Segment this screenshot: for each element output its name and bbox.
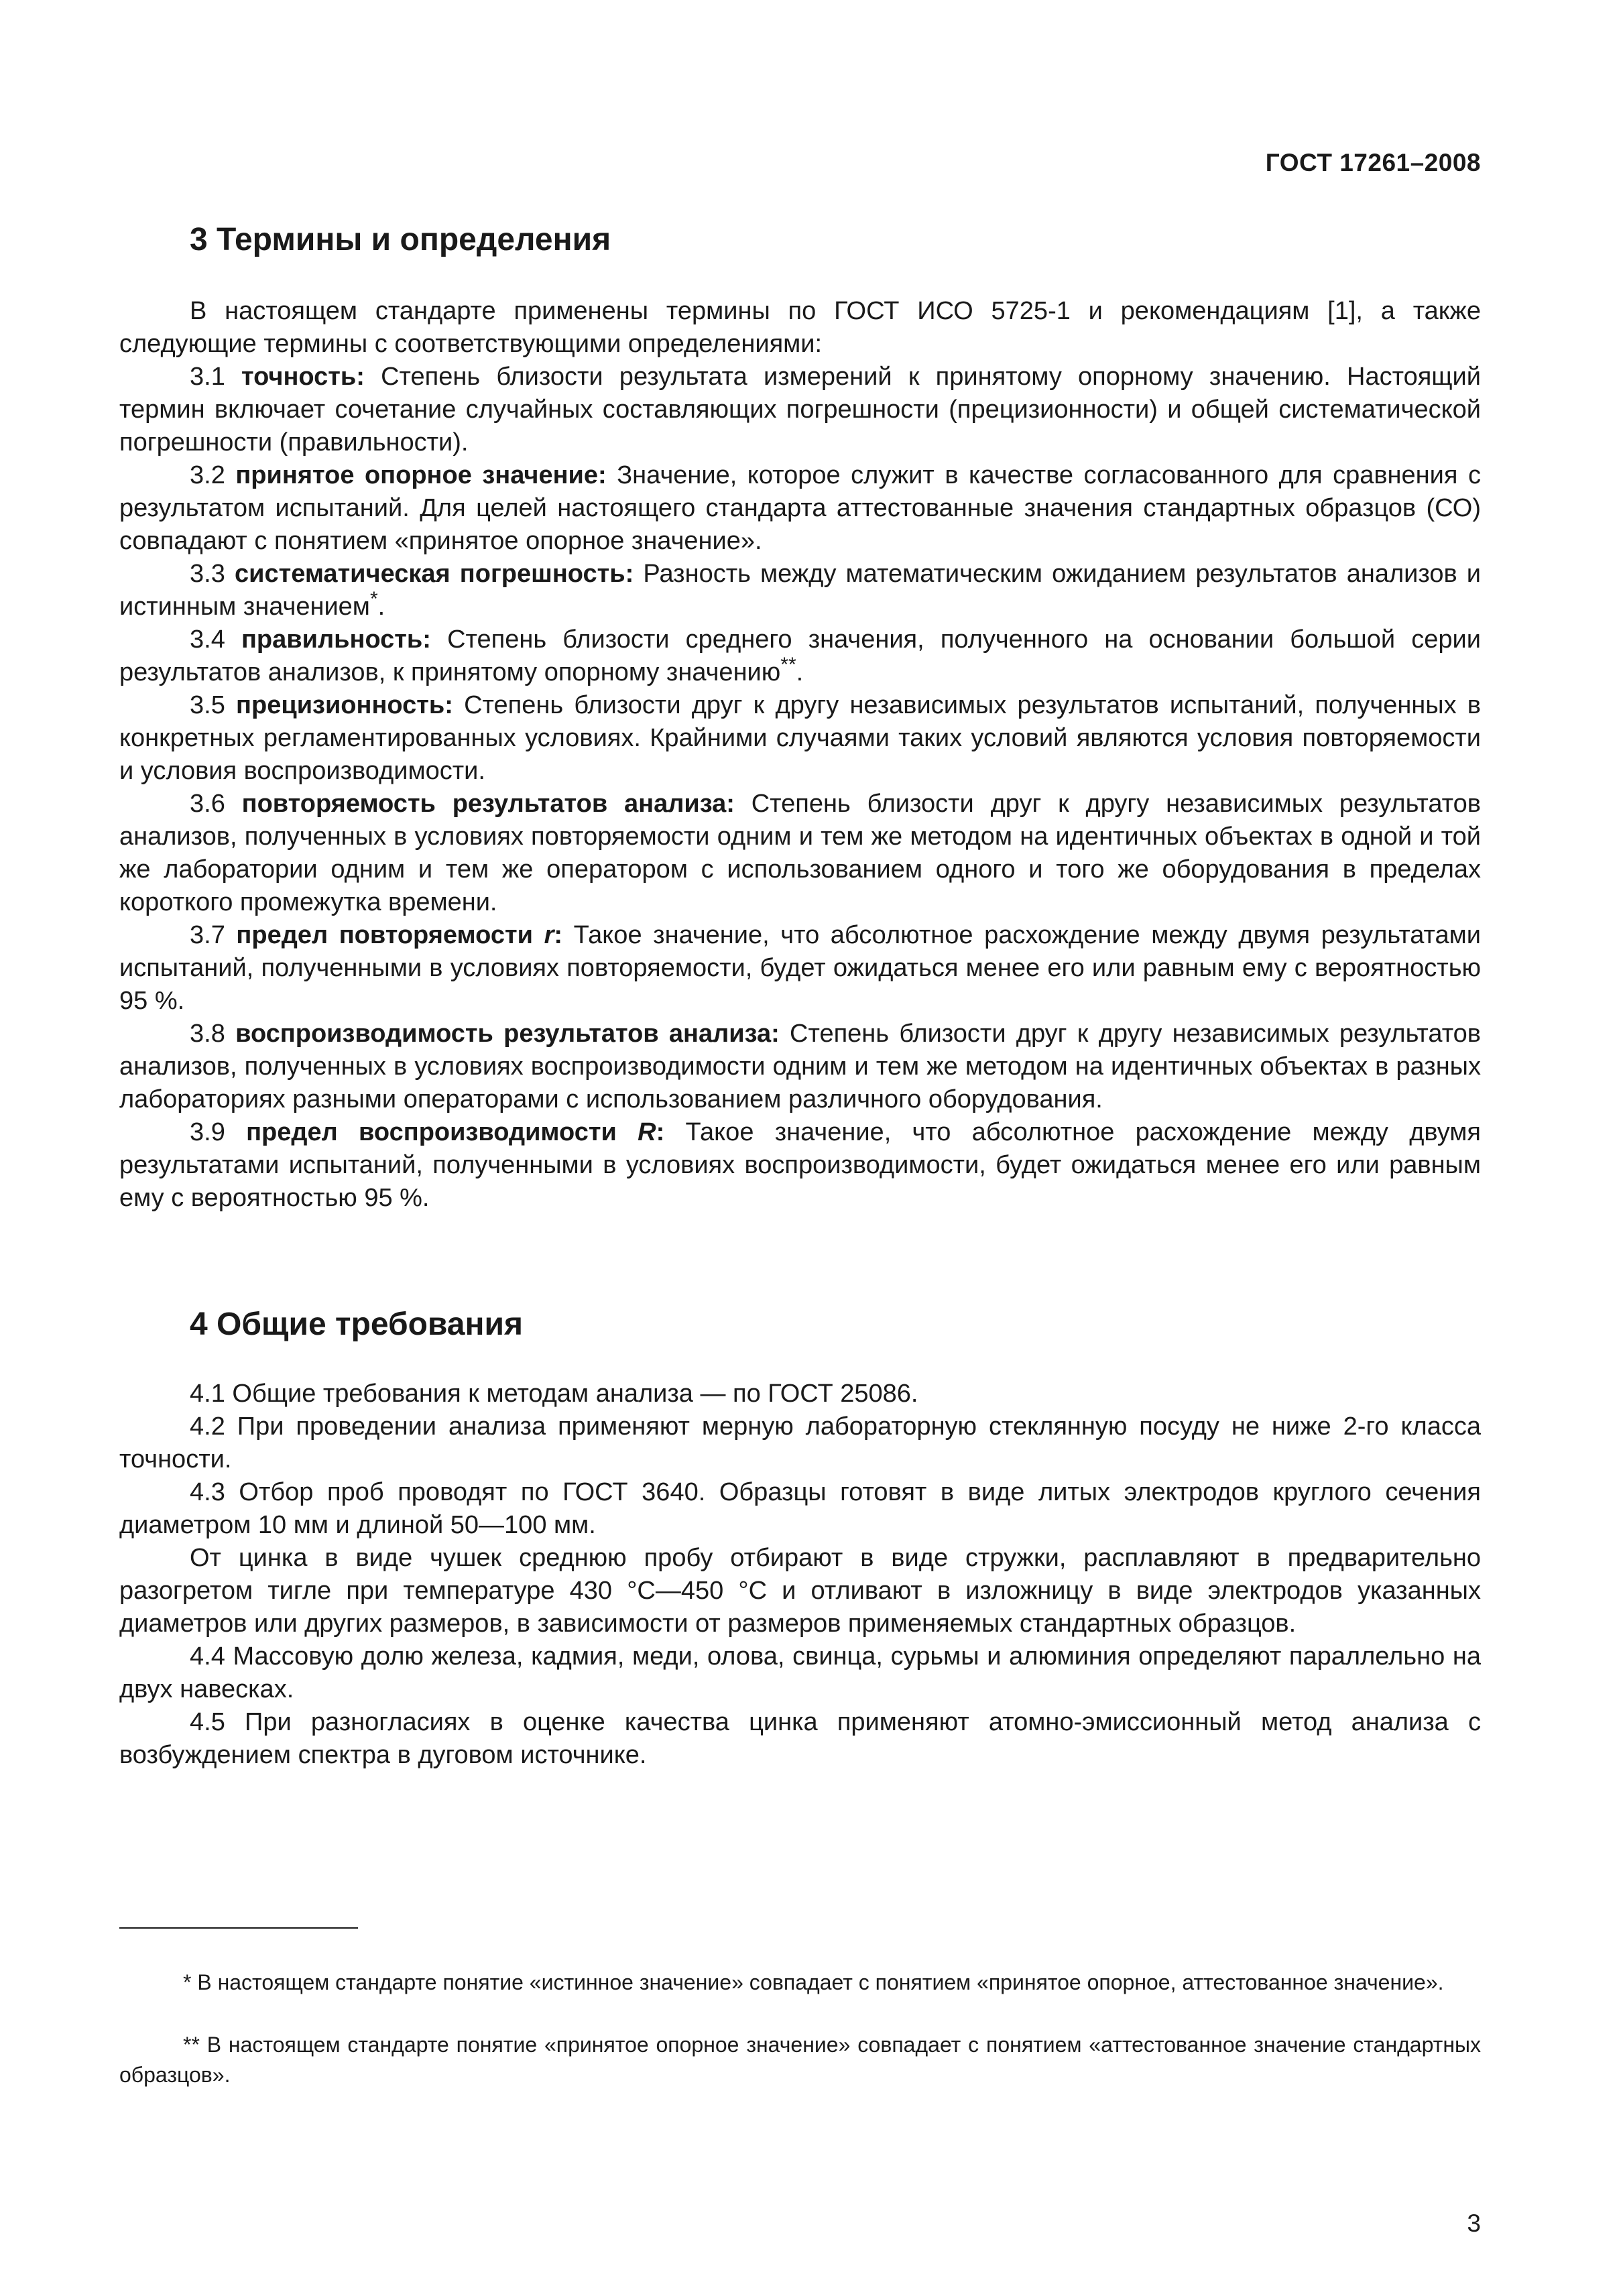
term-variable: r — [544, 921, 554, 949]
term-label: прецизионность: — [236, 691, 453, 719]
section-4-heading: 4 Общие требования — [190, 1307, 523, 1342]
section-3-heading: 3 Термины и определения — [190, 222, 611, 257]
term-3-9: 3.9 предел воспроизводимости R: Такое значение, что абсолютное расхождение между двумя результатами испытаний, полученными в условиях воспроизводимости, будет ожидаться менее его или равным ему с вероятностью 95 %. — [119, 1118, 1481, 1212]
term-3-7: 3.7 предел повторяемости r: Такое значение, что абсолютное расхождение между двумя результатами испытаний, полученными в условиях повторяемости, будет ожидаться менее его или равным ему с вероятностью 95 %. — [119, 921, 1482, 1015]
section-3-intro: В настоящем стандарте применены термины по ГОСТ ИСО 5725-1 и рекомендациям [1], а также следующие термины с соответствующими определениями: — [119, 297, 1481, 358]
footnote-ref: ** — [780, 654, 796, 676]
term-3-5: 3.5 прецизионность: Степень близости друг к другу независимых результатов испытаний, полученных в конкретных регламентированных условиях. Крайними случаями таких условий являются условия повторяемости и условия воспроизводимости. — [119, 691, 1481, 785]
term-3-2: 3.2 принятое опорное значение: Значение, которое служит в качестве согласованного для сравнения с результатом испытаний. Для целей настоящего стандарта аттестованные значения стандартных образцов (СО) совпадают с понятием «принятое опорное значение». — [119, 461, 1481, 555]
footnote-ref: * — [369, 588, 378, 610]
footnote-2: ** В настоящем стандарте понятие «принятое опорное значение» совпадает с понятием «аттестованное значение стандартных образцов». — [119, 2033, 1481, 2087]
paragraph-4-4: 4.4 Массовую долю железа, кадмия, меди, олова, свинца, сурьмы и алюминия определяют параллельно на двух навесках. — [119, 1642, 1481, 1703]
term-label: воспроизводимость результатов анализа: — [235, 1020, 780, 1048]
term-label: повторяемость результатов анализа: — [241, 790, 735, 818]
term-label: предел воспроизводимости R: — [246, 1118, 665, 1146]
footnote-separator — [119, 1927, 358, 1929]
paragraph-4-3-cont: От цинка в виде чушек среднюю пробу отбирают в виде стружки, расплавляют в предварительно разогретом тигле при температуре 430 °С—450 °С и отливают в изложницу в виде электродов указанных диаметров или других размеров, в зависимости от размеров применяемых стандартных образцов. — [119, 1544, 1481, 1638]
section-3-body — [119, 295, 1481, 1215]
term-3-8: 3.8 воспроизводимость результатов анализа: Степень близости друг к другу независимых результатов анализов, полученных в условиях воспроизводимости одним и тем же методом на идентичных объектах в разных лабораториях разными операторами с использованием различного оборудования. — [119, 1020, 1481, 1113]
term-label: предел повторяемости r: — [236, 921, 563, 949]
paragraph-4-2: 4.2 При проведении анализа применяют мерную лабораторную стеклянную посуду не ниже 2-го класса точности. — [119, 1412, 1481, 1473]
term-label: правильность: — [241, 625, 431, 654]
section-4-body — [119, 1378, 1481, 1772]
paragraph-4-1: 4.1 Общие требования к методам анализа — по ГОСТ 25086. — [190, 1380, 918, 1408]
footnote-1: * В настоящем стандарте понятие «истинное значение» совпадает с понятием «принятое опорное, аттестованное значение». — [183, 1970, 1444, 1994]
term-variable: R — [638, 1118, 656, 1146]
paragraph-4-5: 4.5 При разногласиях в оценке качества цинка применяют атомно-эмиссионный метод анализа с возбуждением спектра в дуговом источнике. — [119, 1708, 1481, 1769]
term-label: точность: — [241, 363, 365, 391]
term-3-1: 3.1 точность: Степень близости результата измерений к принятому опорному значению. Настоящий термин включает сочетание случайных составляющих погрешности (прецизионности) и общей систематической погрешности (правильности). — [119, 363, 1481, 457]
term-label: принятое опорное значение: — [235, 461, 607, 489]
footnotes — [119, 1968, 1481, 2090]
document-code-header: ГОСТ 17261–2008 — [1265, 149, 1481, 176]
term-3-6: 3.6 повторяемость результатов анализа: Степень близости друг к другу независимых результатов анализов, полученных в условиях повторяемости одним и тем же методом на идентичных объектах в одной и той же лаборатории одним и тем же оператором с использованием одного и того же оборудования в пределах короткого промежутка времени. — [119, 790, 1481, 916]
term-3-3: 3.3 систематическая погрешность: Разность между математическим ожиданием результатов анализов и истинным значением*. — [119, 560, 1482, 621]
paragraph-4-3: 4.3 Отбор проб проводят по ГОСТ 3640. Образцы готовят в виде литых электродов круглого сечения диаметром 10 мм и длиной 50—100 мм. — [119, 1478, 1481, 1539]
page-number: 3 — [1467, 2210, 1481, 2237]
term-3-4: 3.4 правильность: Степень близости среднего значения, полученного на основании большой серии результатов анализов, к принятому опорному значению**. — [119, 625, 1481, 686]
term-label: систематическая погрешность: — [234, 560, 634, 588]
